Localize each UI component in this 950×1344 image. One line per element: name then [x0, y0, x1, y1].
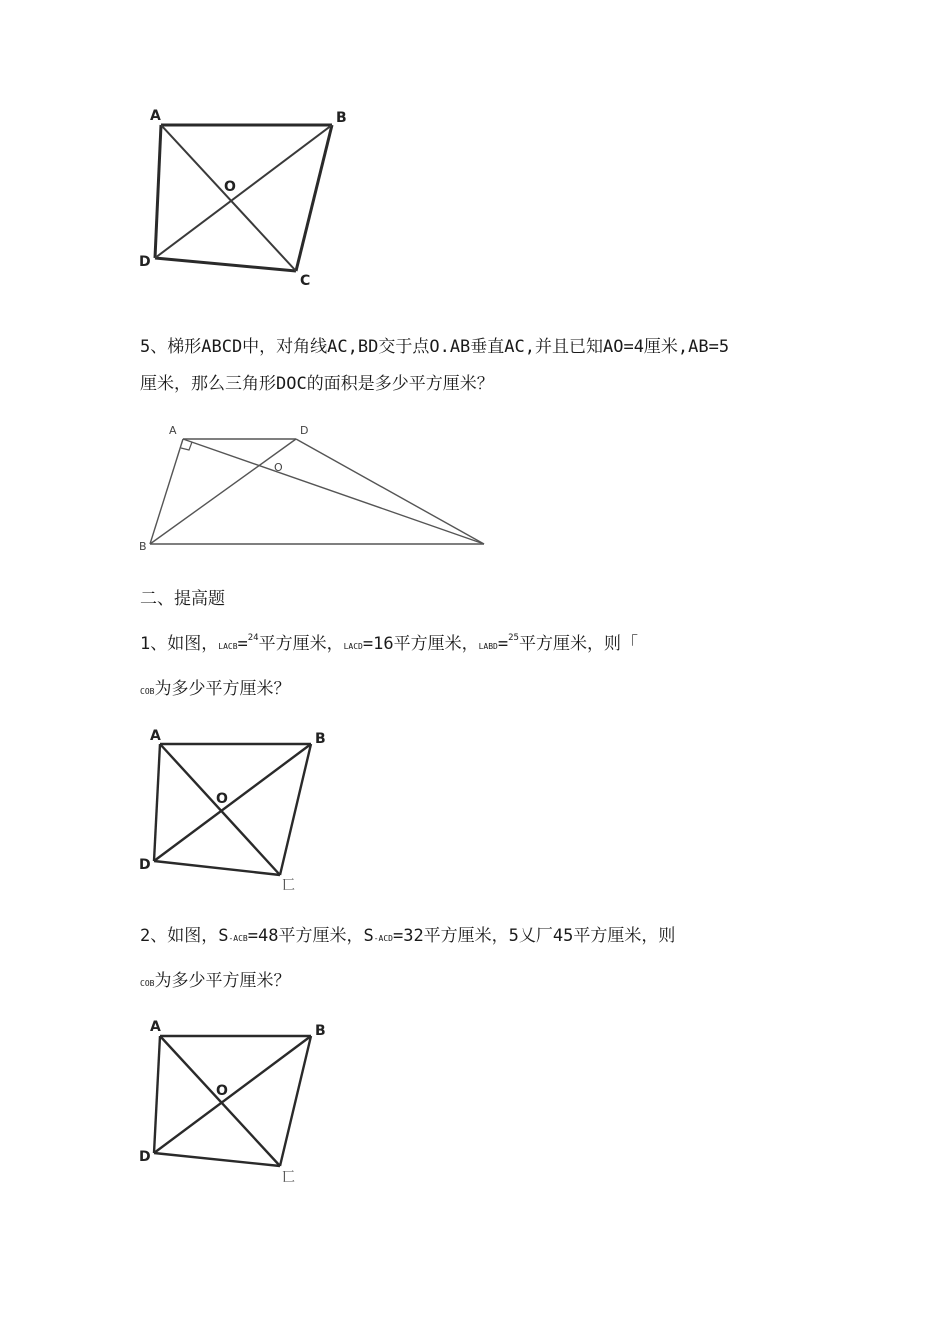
- label-A: A: [150, 728, 161, 744]
- label-A: A: [150, 1019, 161, 1035]
- q1-s1-sub: LACB: [218, 642, 238, 651]
- trapezoid-edges: [150, 439, 484, 544]
- q1-prefix: 1、如图，: [140, 634, 219, 654]
- q2-line2-rest: 为多少平方厘米？: [154, 971, 291, 991]
- label-D: D: [139, 1149, 151, 1165]
- label-D: D: [300, 424, 309, 437]
- q1-line2-sub: COB: [140, 687, 155, 696]
- quad1-edges: [155, 125, 332, 271]
- right-angle-mark: [181, 442, 192, 450]
- q1-s2-rest: =16平方厘米，: [362, 634, 479, 654]
- quad1-diagonals: [155, 125, 332, 271]
- label-A: A: [169, 424, 177, 437]
- label-A: A: [150, 108, 161, 124]
- problem5-line1: 5、梯形ABCD中，对角线AC,BD交于点O.AB垂直AC,并且已知AO=4厘米,AB=5: [140, 337, 730, 357]
- q2-s1-rest: =48平方厘米，S: [247, 926, 374, 946]
- q1-s1-val: 24: [247, 633, 259, 643]
- label-C: C: [300, 273, 311, 289]
- q1-s3-eq: =: [497, 634, 509, 654]
- q2-s2-sub: -ACD: [373, 934, 393, 943]
- label-D: D: [139, 857, 151, 873]
- q1-unit3: 平方厘米，则「: [518, 634, 638, 654]
- q1-s3-sub: LABD: [478, 642, 498, 651]
- q1-line2-rest: 为多少平方厘米？: [154, 679, 291, 699]
- label-B: B: [336, 110, 347, 126]
- quad2-edges: [154, 744, 311, 875]
- label-O: O: [216, 791, 228, 807]
- label-B: B: [139, 540, 147, 553]
- label-O: O: [224, 179, 236, 195]
- label-B: B: [315, 1023, 326, 1039]
- label-B: B: [315, 731, 326, 747]
- problem5-line2: 厘米，那么三角形DOC的面积是多少平方厘米？: [140, 374, 494, 394]
- q2-prefix: 2、如图，S: [140, 926, 229, 946]
- q2-s2-rest: =32平方厘米，5乂厂45平方厘米，则: [392, 926, 676, 946]
- label-C: 匸: [282, 878, 296, 893]
- q1-s3-val: 25: [508, 633, 519, 643]
- label-O: O: [216, 1083, 228, 1099]
- q1-line1: [140, 633, 638, 654]
- q1-unit1: 平方厘米，: [258, 634, 344, 654]
- label-O: O: [274, 461, 283, 474]
- q2-s1-sub: -ACB: [228, 934, 248, 943]
- q2-line1: [140, 928, 675, 945]
- q2-line2: [140, 973, 290, 990]
- quad3-edges: [154, 1036, 311, 1166]
- q1-s2-sub: LACD: [343, 642, 363, 651]
- section-title: 二、提高题: [140, 589, 225, 609]
- q2-line2-sub: COB: [140, 979, 155, 988]
- q1-line2: [140, 681, 290, 698]
- label-C: 匸: [282, 1170, 296, 1185]
- q1-s1-eq: =: [237, 634, 248, 654]
- label-D: D: [139, 254, 151, 270]
